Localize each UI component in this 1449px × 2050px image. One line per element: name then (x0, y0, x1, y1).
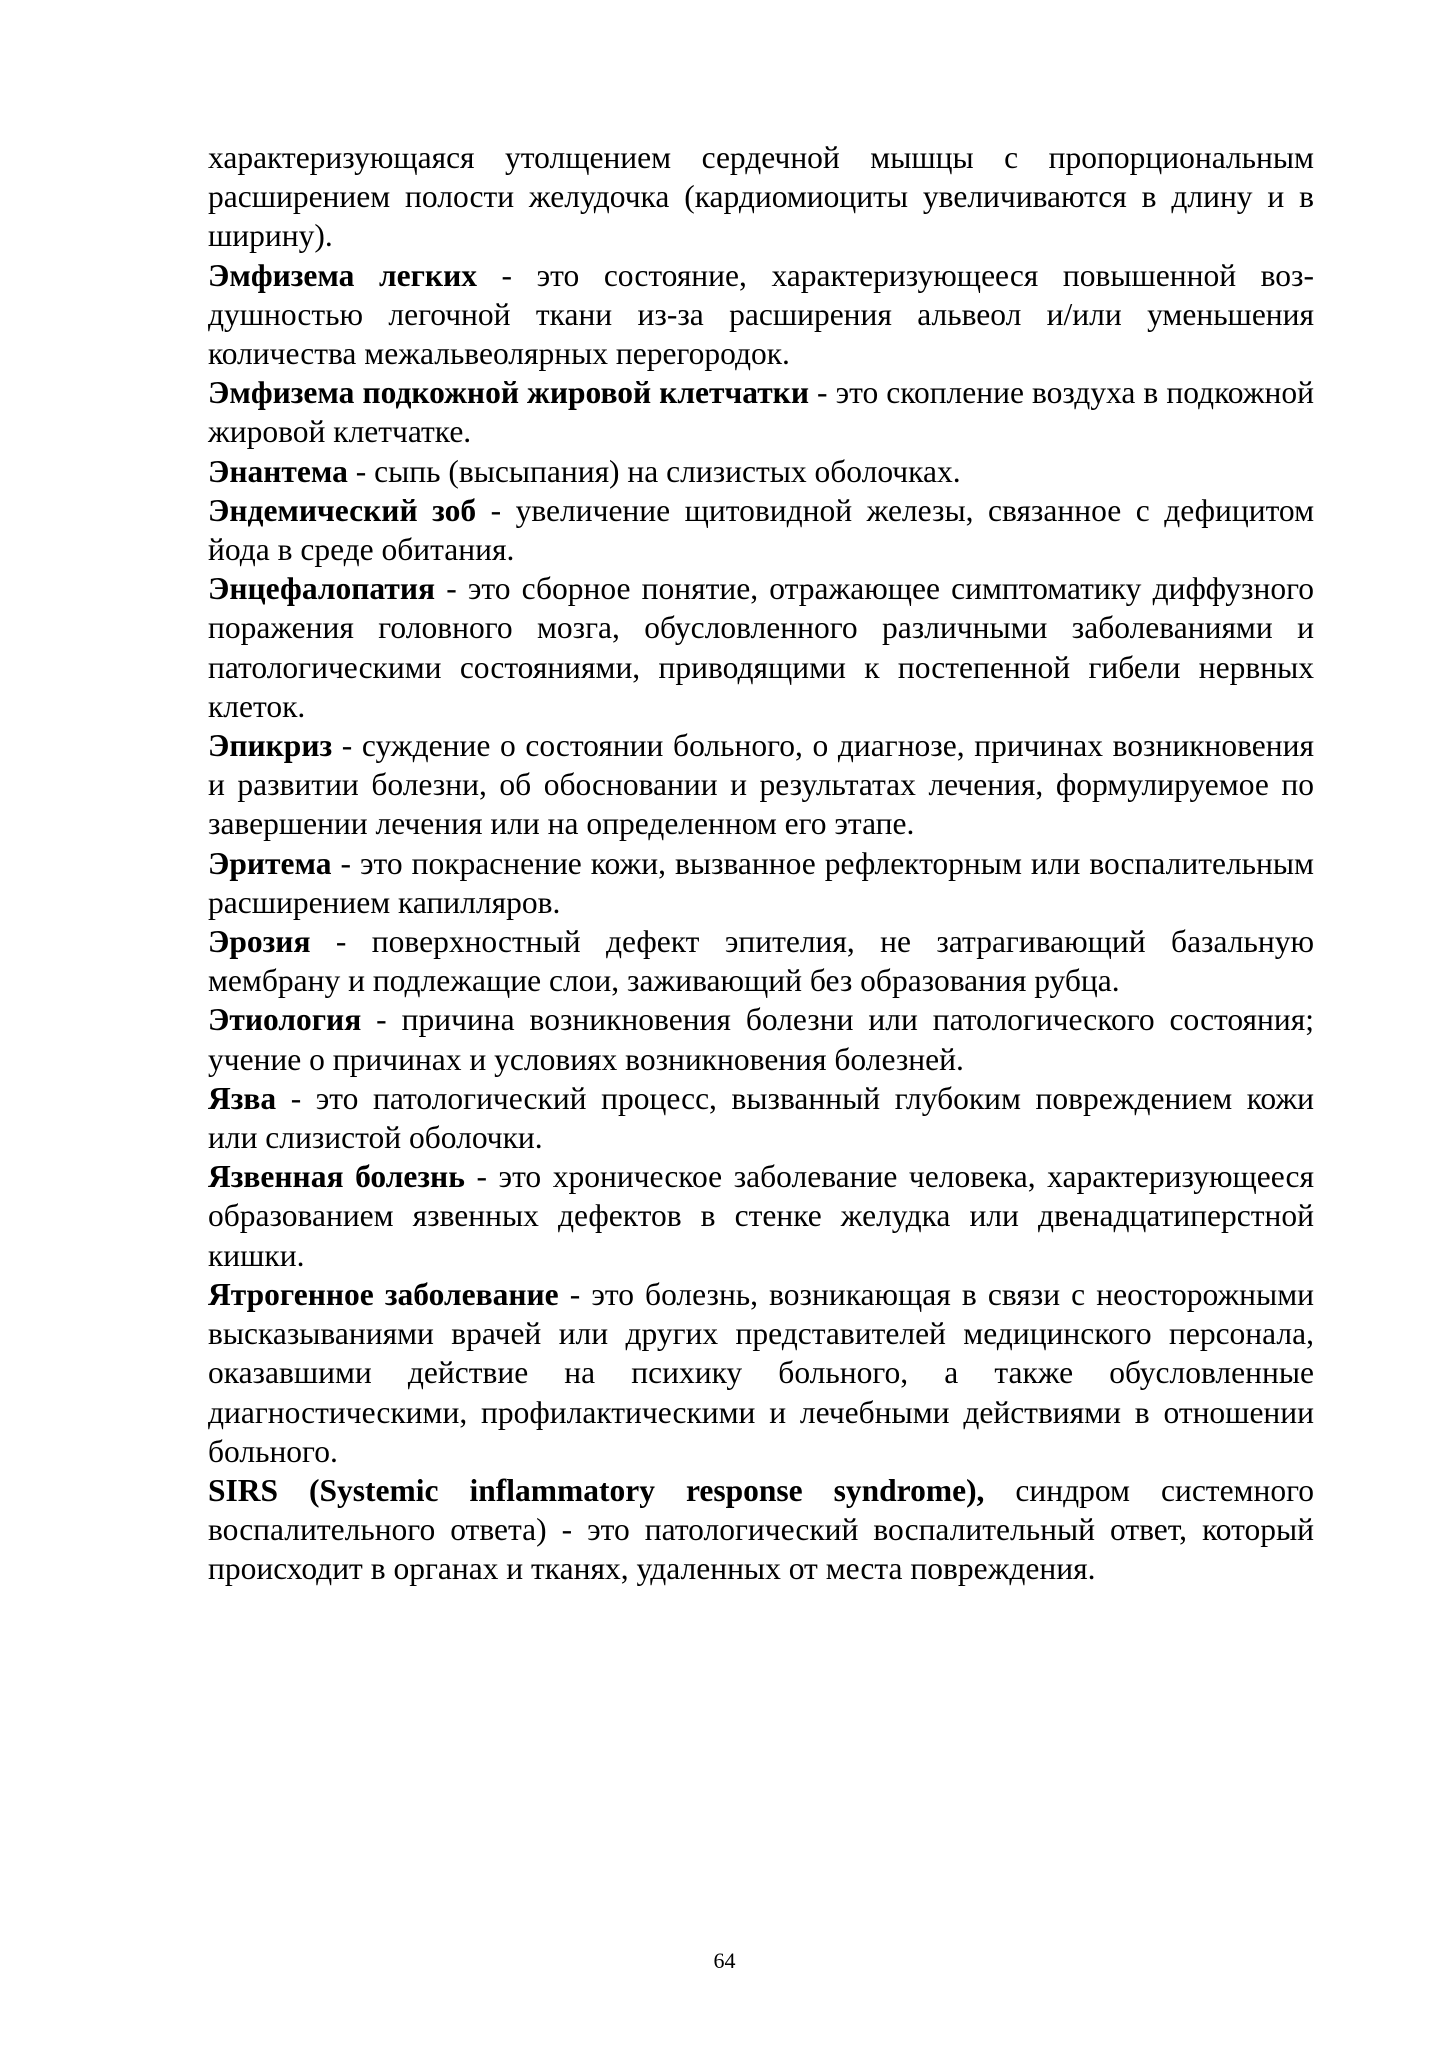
glossary-definition: - это скопление воздуха в подкожной жировой клетчатке. (208, 375, 1314, 450)
glossary-definition: - это патологический процесс, вызванный глубоким повреждением кожи или слизистой оболочки. (208, 1080, 1314, 1156)
glossary-entry-iatrogenic-disease (208, 1275, 1314, 1471)
glossary-definition: - поверхностный дефект эпителия, не затрагивающий базальную мембрану и подлежащие слои, заживающий без образования рубца. (208, 924, 1314, 999)
glossary-definition: - суждение о состоянии больного, о диагнозе, причинах возникновения и развитии болезни, об обосновании и результатах лечения, формулируемое по завершении лечения или на определенном его этапе. (208, 728, 1314, 842)
glossary-definition: - это сборное понятие, отражающее симптоматику диффузного поражения головного мозга, обусловленного различными заболеваниями и патологическими состояниями, приводящими к постепенной гибели нервных клеток. (208, 571, 1314, 724)
glossary-term: Язвенная болезнь (208, 1159, 465, 1195)
glossary-term: Эмфизема легких (208, 257, 477, 293)
glossary-definition: - это покраснение кожи, вызванное рефлекторным или воспалительным расширением капилляров. (208, 845, 1314, 920)
glossary-entry-emphysema-lungs (208, 256, 1314, 374)
glossary-entry-enanthema (208, 452, 1314, 491)
glossary-term: Эпикриз (208, 728, 333, 764)
glossary-term: Эндемический зоб (208, 492, 477, 528)
glossary-term: Язва (208, 1080, 277, 1116)
glossary-entry-sirs (208, 1471, 1314, 1589)
glossary-term: Эритема (208, 845, 332, 881)
glossary-term: Эрозия (208, 924, 311, 960)
glossary-entry-encephalopathy (208, 569, 1314, 726)
glossary-entry-erosion (208, 922, 1314, 1000)
glossary-definition: - это состояние, характеризующееся повышенной воздушностью легочной ткани из-за расширения альвеол и/или уменьшения количества межальвеолярных перегородок. (208, 257, 1314, 372)
glossary-term: Эмфизема подкожной жировой клетчатки (208, 375, 809, 411)
glossary-entry-etiology (208, 1000, 1314, 1078)
glossary-term: Энцефалопатия (208, 571, 436, 607)
continuation-paragraph: характеризующаяся утолщением сердечной мышцы с пропорциональным расширением полости желудочка (кардиомиоциты увеличиваются в длину и в ширину). (208, 140, 1314, 254)
page-number: 64 (713, 1948, 736, 1973)
page-content (208, 138, 1314, 1589)
glossary-definition: - причина возникновения болезни или патологического состояния; учение о причинах и условиях возникновения болезней. (208, 1002, 1314, 1077)
glossary-definition: синдром системного воспалительного ответа) - это патологический воспалительный ответ, который происходит в органах и тканях, удаленных от места повреждения. (208, 1472, 1314, 1587)
glossary-term: Этиология (208, 1002, 362, 1038)
glossary-entry-epicrisis (208, 726, 1314, 844)
glossary-entry-emphysema-subcutaneous (208, 373, 1314, 451)
glossary-entry-ulcer (208, 1079, 1314, 1157)
glossary-definition: - увеличение щитовидной железы, связанное с дефицитом йода в среде обитания. (208, 492, 1315, 568)
glossary-definition: - сыпь (высыпания) на слизистых оболочках. (347, 453, 961, 489)
glossary-entry-peptic-ulcer (208, 1157, 1314, 1275)
glossary-term: Ятрогенное заболевание (208, 1276, 559, 1312)
glossary-term: SIRS (Systemic inflammatory response syndrome), (208, 1472, 985, 1508)
glossary-definition: - это хроническое заболевание человека, характеризующееся образованием язвенных дефектов в стенке желудка или двенадцатиперстной кишки. (208, 1159, 1314, 1273)
glossary-definition: - это болезнь, возникающая в связи с неосторожными высказываниями врачей или других представителей медицинского персонала, оказавшими действие на психику больного, а также обусловленные диагностическими, профилактическими и лечебными действиями в отношении больного. (208, 1276, 1314, 1469)
glossary-term: Энантема (208, 453, 348, 489)
glossary-entry-erythema (208, 844, 1314, 922)
glossary-entry-endemic-goiter (208, 491, 1314, 569)
